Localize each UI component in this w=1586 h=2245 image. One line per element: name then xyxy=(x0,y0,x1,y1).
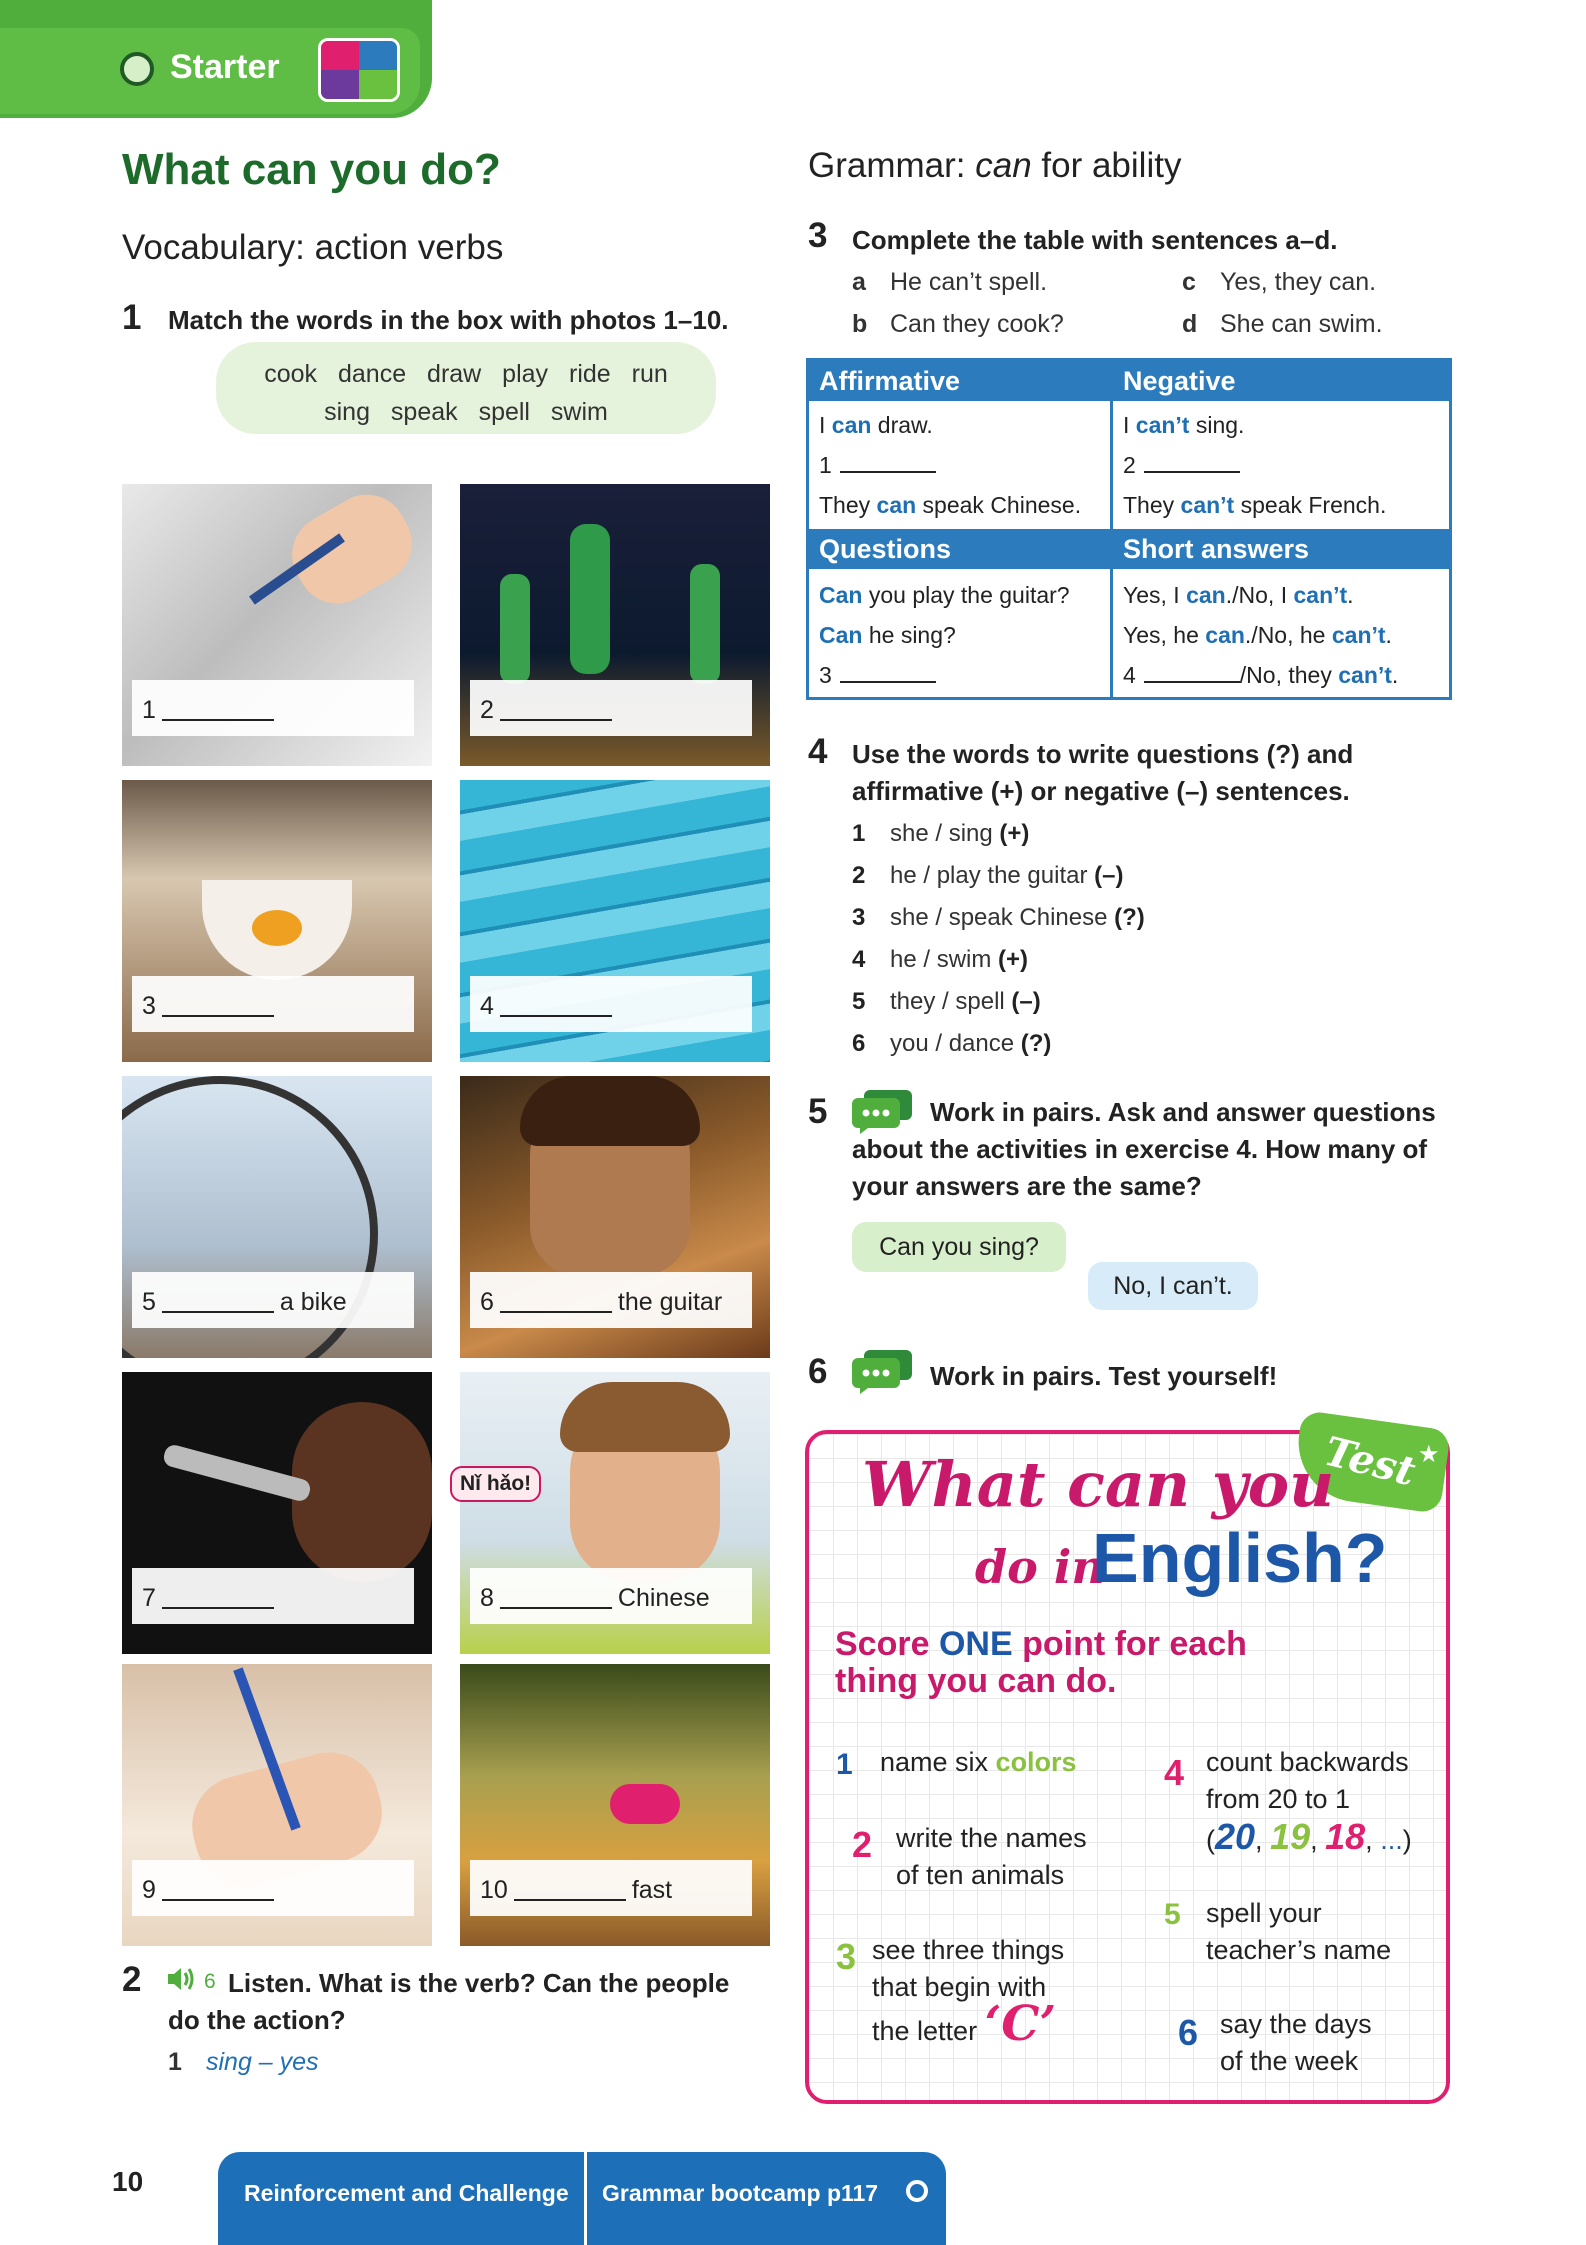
kw: can’t xyxy=(1135,412,1190,438)
score-line1 xyxy=(835,1625,1247,1664)
kw: can’t xyxy=(1293,582,1348,608)
grammar-heading-italic: can xyxy=(975,146,1032,185)
item-num: 4 xyxy=(852,946,866,973)
photo-label xyxy=(132,1272,414,1328)
reinforcement-link[interactable]: Reinforcement and Challenge xyxy=(244,2180,569,2206)
score-line2: thing you can do. xyxy=(835,1662,1117,1700)
star-icon: ★ xyxy=(1418,1441,1440,1468)
photo-label xyxy=(470,1272,752,1328)
t: . xyxy=(1391,662,1399,688)
option-text: Can they cook? xyxy=(890,310,1064,338)
kw: can’t xyxy=(1331,622,1386,648)
word-box-row1: cook dance draw play ride run xyxy=(264,360,668,388)
ring-icon xyxy=(120,52,154,86)
photo-label-suffix: a bike xyxy=(279,1288,347,1316)
answer-line[interactable] xyxy=(514,1881,626,1901)
ex1-number: 1 xyxy=(122,298,142,337)
photo-label-num: 4 xyxy=(480,992,494,1020)
t: the letter xyxy=(872,2016,985,2046)
t: /No, they xyxy=(1239,662,1339,688)
t: he sing? xyxy=(862,622,956,648)
ex5-line2: about the activities in exercise 4. How many of xyxy=(852,1134,1428,1164)
answer-line[interactable] xyxy=(162,1293,274,1313)
answer-line[interactable] xyxy=(1144,455,1240,473)
item-text: he / play the guitar xyxy=(890,862,1088,889)
word-box xyxy=(216,342,716,434)
ex3-instruction: Complete the table with sentences a–d. xyxy=(852,225,1338,255)
ex5-line1: Work in pairs. Ask and answer questions xyxy=(930,1097,1436,1127)
t: . xyxy=(1385,622,1392,648)
photo-label-num: 6 xyxy=(480,1288,494,1316)
q-row1 xyxy=(809,575,1070,615)
th-negative: Negative xyxy=(1113,361,1449,401)
t: that begin with xyxy=(872,1972,1047,2002)
item-sign: (?) xyxy=(1020,1030,1052,1057)
sa-row1 xyxy=(1113,575,1354,615)
ex4-instruction-line2: affirmative (+) or negative (–) sentences. xyxy=(852,776,1350,806)
t: ... xyxy=(1380,1825,1403,1855)
item-num: 3 xyxy=(852,904,866,931)
dancer-shape-2 xyxy=(500,574,530,684)
item-sign: (+) xyxy=(998,946,1029,973)
kw: can xyxy=(876,492,917,518)
photo-label-suffix: Chinese xyxy=(617,1584,710,1612)
kw: can xyxy=(1205,622,1245,648)
shoe-shape xyxy=(610,1784,680,1824)
answer-line[interactable] xyxy=(840,455,936,473)
t: point for each xyxy=(1012,1625,1247,1663)
test-title-english: English? xyxy=(1092,1519,1388,1597)
t: They xyxy=(819,492,877,518)
test-title-line1: What can you xyxy=(862,1448,1335,1521)
test-item-num: 2 xyxy=(852,1824,873,1865)
option-letter: d xyxy=(1182,310,1198,338)
photo-7-sing xyxy=(122,1372,432,1654)
yolk-shape xyxy=(252,910,302,946)
photo-label-suffix: the guitar xyxy=(617,1288,723,1316)
page-number: 10 xyxy=(112,2166,144,2197)
ex2-example: sing – yes xyxy=(206,2048,319,2076)
vocab-heading: Vocabulary: action verbs xyxy=(122,228,504,267)
page-title: What can you do? xyxy=(122,145,501,194)
item-num: 5 xyxy=(852,988,866,1015)
audio-speaker-icon[interactable] xyxy=(166,1966,192,1992)
option-letter: a xyxy=(852,268,866,296)
pair-work-icon xyxy=(850,1090,910,1130)
t: say the days xyxy=(1220,2009,1372,2039)
t: spell your xyxy=(1206,1898,1322,1928)
kw: can xyxy=(831,412,872,438)
t: Yes, I xyxy=(1123,582,1187,608)
grammar-table xyxy=(806,358,1452,700)
photo-5-ride xyxy=(122,1076,432,1358)
photo-2-dance xyxy=(460,484,770,766)
dancer-shape xyxy=(570,524,610,674)
hand-shape xyxy=(278,484,427,618)
grammar-heading-suffix: for ability xyxy=(1031,146,1182,185)
test-item-1 xyxy=(880,1744,1077,1781)
ex4-number: 4 xyxy=(808,732,828,771)
t: teacher’s name xyxy=(1206,1935,1392,1965)
t: name six xyxy=(880,1747,996,1777)
speech-bubble-question: Can you sing? xyxy=(852,1222,1066,1272)
audio-track-number: 6 xyxy=(204,1970,216,1993)
photo-label xyxy=(132,680,414,736)
answer-line[interactable] xyxy=(500,701,612,721)
photo-9-spell xyxy=(122,1664,432,1946)
list-item xyxy=(852,820,1029,848)
item-text: they / spell xyxy=(890,988,1005,1015)
t: ( xyxy=(1206,1825,1215,1855)
neg-row2 xyxy=(1113,445,1240,485)
item-num: 2 xyxy=(852,862,866,889)
photo-label-num: 1 xyxy=(142,696,156,724)
list-item xyxy=(852,946,1028,974)
answer-line[interactable] xyxy=(500,1293,612,1313)
kw: Can xyxy=(819,582,863,608)
letter-c: ‘C’ xyxy=(984,1996,1057,2052)
kw: can’t xyxy=(1338,662,1392,688)
test-item-num: 5 xyxy=(1164,1898,1181,1931)
t: ./No, I xyxy=(1225,582,1294,608)
photo-label xyxy=(132,1860,414,1916)
t: . xyxy=(1347,582,1354,608)
t: speak French. xyxy=(1234,492,1387,518)
photo-8-speak xyxy=(460,1372,770,1654)
ex3-number: 3 xyxy=(808,216,828,255)
singer-shape xyxy=(292,1402,432,1582)
test-item-2 xyxy=(896,1820,1087,1894)
test-item-num: 3 xyxy=(836,1936,857,1977)
option-text: She can swim. xyxy=(1220,310,1383,338)
photo-label-num: 3 xyxy=(142,992,156,1020)
th-affirmative: Affirmative xyxy=(809,361,1110,401)
speech-bubble-answer: No, I can’t. xyxy=(1088,1262,1258,1310)
item-num: 1 xyxy=(852,820,866,847)
photo-label-num: 9 xyxy=(142,1876,156,1904)
ex2-instruction-line2: do the action? xyxy=(168,2005,346,2035)
kw: Can xyxy=(819,622,863,648)
grammar-heading-prefix: Grammar: xyxy=(808,146,976,185)
test-title-line2: do in xyxy=(975,1540,1105,1594)
t: of ten animals xyxy=(896,1860,1065,1890)
photo-label-num: 2 xyxy=(480,696,494,724)
n: 18 xyxy=(1325,1816,1366,1857)
n: 20 xyxy=(1215,1816,1256,1857)
list-item xyxy=(852,904,1145,932)
pair-work-icon xyxy=(850,1350,910,1390)
photo-label xyxy=(470,976,752,1032)
kw: colors xyxy=(995,1747,1077,1777)
speech-bubble-ni-hao: Nǐ hǎo! xyxy=(450,1466,541,1502)
q-row3 xyxy=(809,655,936,695)
t: draw. xyxy=(871,412,933,438)
photo-label xyxy=(132,976,414,1032)
photo-label xyxy=(470,1568,752,1624)
aff-row1 xyxy=(809,405,933,445)
photo-label xyxy=(132,1568,414,1624)
t: Yes, he xyxy=(1123,622,1206,648)
neg-row3 xyxy=(1113,485,1386,525)
t: I xyxy=(1123,412,1136,438)
test-item-6 xyxy=(1220,2006,1372,2080)
item-sign: (–) xyxy=(1011,988,1041,1015)
test-item-4: count backwards from 20 to 1 (20, 19, 18, ...) xyxy=(1206,1744,1412,1859)
sa-row2 xyxy=(1113,615,1392,655)
num: 1 xyxy=(819,452,832,478)
ex2-instruction-line1: Listen. What is the verb? Can the people xyxy=(228,1968,730,1998)
option-text: He can’t spell. xyxy=(890,268,1048,296)
test-item-num: 1 xyxy=(836,1748,853,1781)
item-sign: (+) xyxy=(999,820,1030,847)
photo-label-num: 5 xyxy=(142,1288,156,1316)
t: see three things xyxy=(872,1935,1065,1965)
ex6-instruction: Work in pairs. Test yourself! xyxy=(930,1361,1278,1391)
t: you play the guitar? xyxy=(862,582,1070,608)
photo-3-cook xyxy=(122,780,432,1062)
word-box-row2: sing speak spell swim xyxy=(324,398,608,426)
photo-label-suffix: fast xyxy=(631,1876,673,1904)
kw: ONE xyxy=(938,1625,1013,1663)
sa-row3 xyxy=(1113,655,1398,695)
list-item xyxy=(852,988,1041,1016)
answer-line[interactable] xyxy=(162,1881,274,1901)
item-num: 6 xyxy=(852,1030,866,1057)
option-letter: c xyxy=(1182,268,1196,296)
t: sing. xyxy=(1189,412,1245,438)
microphone-icon xyxy=(162,1443,313,1503)
item-text: you / dance xyxy=(890,1030,1015,1057)
q-row2 xyxy=(809,615,956,655)
ex4-instruction-line1: Use the words to write questions (?) and xyxy=(852,739,1354,769)
option-letter: b xyxy=(852,310,868,338)
ex5-number: 5 xyxy=(808,1092,828,1131)
test-item-num: 6 xyxy=(1178,2012,1199,2053)
th-questions: Questions xyxy=(809,529,1110,569)
ex2-number: 2 xyxy=(122,1960,142,1999)
photo-10-run xyxy=(460,1664,770,1946)
ex2-example-number: 1 xyxy=(168,2048,182,2076)
footer-divider xyxy=(584,2152,587,2245)
photo-label-num: 10 xyxy=(480,1876,508,1904)
hair-shape xyxy=(520,1076,700,1146)
t: Score xyxy=(835,1625,939,1663)
hair-shape xyxy=(560,1382,730,1452)
photo-4-swim xyxy=(460,780,770,1062)
t: ./No, he xyxy=(1244,622,1332,648)
t: I xyxy=(819,412,832,438)
num: 3 xyxy=(819,662,832,688)
starter-badge-icon xyxy=(318,38,400,102)
starter-tab-title: Starter xyxy=(170,48,280,86)
ring-icon xyxy=(906,2180,928,2202)
ex1-instruction: Match the words in the box with photos 1–10. xyxy=(168,305,729,335)
photo-label-num: 7 xyxy=(142,1584,156,1612)
test-tag-label: Test xyxy=(1319,1427,1420,1496)
item-sign: (?) xyxy=(1114,904,1145,931)
test-item-num: 4 xyxy=(1164,1752,1185,1793)
aff-row2 xyxy=(809,445,936,485)
answer-line[interactable] xyxy=(162,997,274,1017)
ex6-number: 6 xyxy=(808,1352,828,1391)
photo-1-draw xyxy=(122,484,432,766)
answer-line[interactable] xyxy=(500,997,612,1017)
t: of the week xyxy=(1220,2046,1359,2076)
photo-label xyxy=(470,680,752,736)
kw: can xyxy=(1186,582,1226,608)
kw: can’t xyxy=(1180,492,1235,518)
answer-line[interactable] xyxy=(1144,665,1240,683)
grammar-bootcamp-link[interactable]: Grammar bootcamp p117 xyxy=(602,2180,879,2206)
num: 2 xyxy=(1123,452,1136,478)
n: 19 xyxy=(1270,1816,1311,1857)
list-item xyxy=(852,1030,1051,1058)
answer-line[interactable] xyxy=(162,1589,274,1609)
photo-6-play xyxy=(460,1076,770,1358)
aff-row3 xyxy=(809,485,1081,525)
t: count backwards xyxy=(1206,1747,1409,1777)
t: speak Chinese. xyxy=(916,492,1082,518)
grammar-heading xyxy=(808,146,1181,186)
item-text: she / speak Chinese xyxy=(890,904,1108,931)
th-short-answers: Short answers xyxy=(1113,529,1449,569)
option-text: Yes, they can. xyxy=(1220,268,1377,296)
t: ) xyxy=(1402,1825,1412,1855)
neg-row1 xyxy=(1113,405,1244,445)
t: write the names xyxy=(896,1823,1087,1853)
t: from 20 to 1 xyxy=(1206,1784,1351,1814)
answer-line[interactable] xyxy=(840,665,936,683)
answer-line[interactable] xyxy=(500,1589,612,1609)
photo-label-num: 8 xyxy=(480,1584,494,1612)
item-text: she / sing xyxy=(890,820,993,847)
t: They xyxy=(1123,492,1181,518)
test-item-3 xyxy=(872,1932,1064,2050)
ex5-line3: your answers are the same? xyxy=(852,1171,1202,1201)
photo-label xyxy=(470,1860,752,1916)
item-text: he / swim xyxy=(890,946,992,973)
list-item xyxy=(852,862,1123,890)
answer-line[interactable] xyxy=(162,701,274,721)
dancer-shape-3 xyxy=(690,564,720,684)
item-sign: (–) xyxy=(1094,862,1124,889)
num: 4 xyxy=(1123,662,1136,688)
test-item-5 xyxy=(1206,1895,1391,1969)
